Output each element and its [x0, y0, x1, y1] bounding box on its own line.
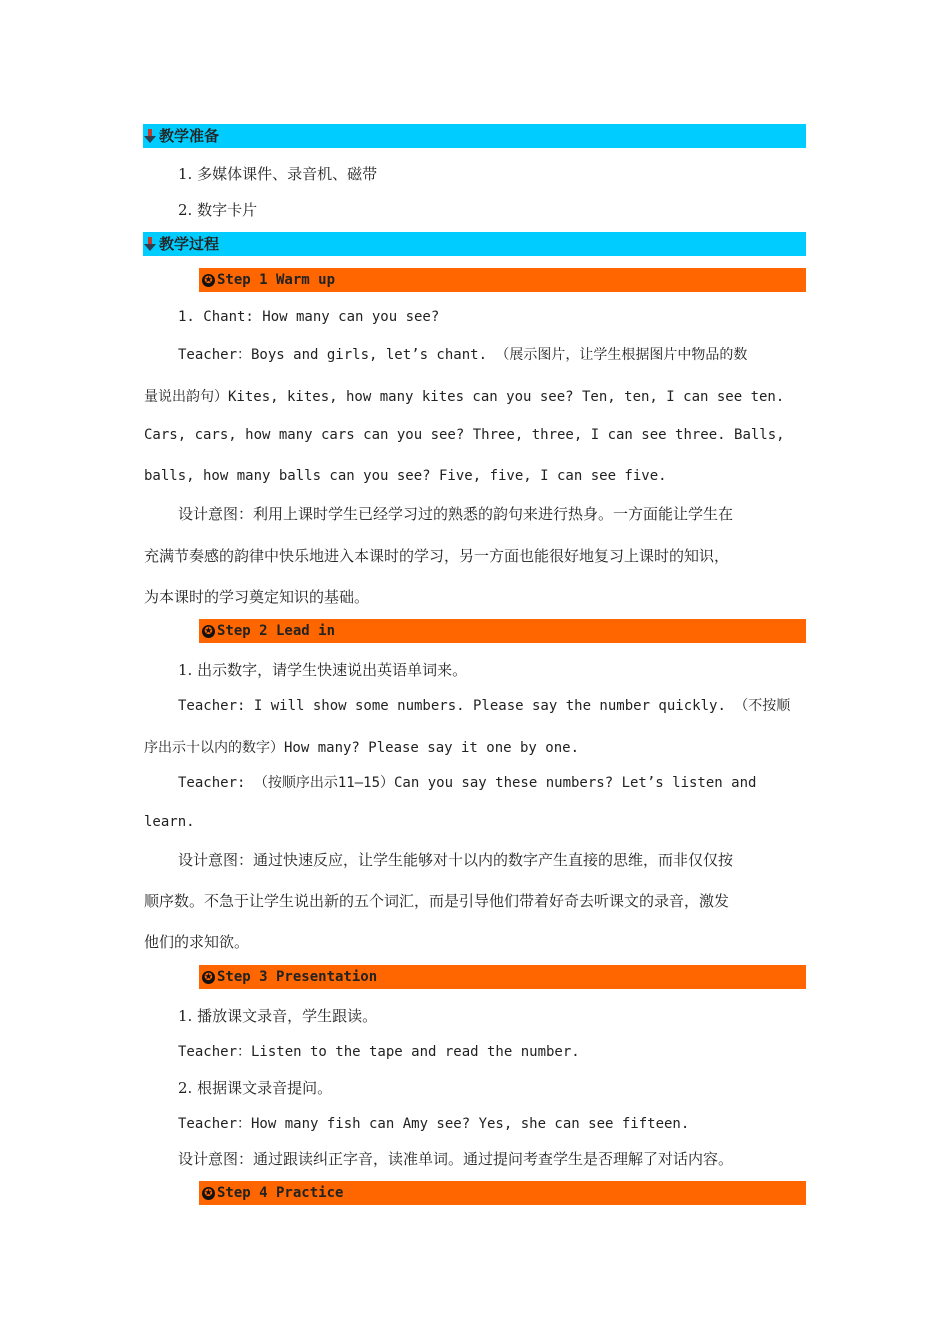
step-title: Step 2 Lead in: [217, 623, 336, 639]
step-title: Step 4 Practice: [217, 1185, 344, 1201]
step3-item: 1. 播放课文录音，学生跟读。: [178, 1007, 378, 1025]
step3-item: 2. 根据课文录音提问。: [178, 1079, 333, 1097]
design-intent: 充满节奏感的韵律中快乐地进入本课时的学习，另一方面也能很好地复习上课时的知识，: [144, 547, 730, 565]
design-intent: 他们的求知欲。: [144, 933, 250, 951]
prep-item: 2. 数字卡片: [178, 201, 258, 219]
step-header-4: [199, 1181, 806, 1205]
star-badge-icon: ✪: [202, 625, 215, 638]
section-title: 教学过程: [159, 235, 220, 253]
teacher-line: Teacher：Listen to the tape and read the number.: [178, 1044, 580, 1060]
section-title: 教学准备: [159, 127, 220, 145]
teacher-line: balls, how many balls can you see? Five, five, I can see five.: [144, 468, 667, 484]
step-header-2: [199, 619, 806, 643]
design-intent: 设计意图：通过快速反应，让学生能够对十以内的数字产生直接的思维，而非仅仅按: [178, 851, 734, 869]
teacher-line: Cars, cars, how many cars can you see? Three, three, I can see three. Balls,: [144, 427, 785, 443]
design-intent: 顺序数。不急于让学生说出新的五个词汇，而是引导他们带着好奇去听课文的录音，激发: [144, 892, 730, 910]
step-header-3: [199, 965, 806, 989]
teacher-line: Teacher: I will show some numbers. Please say the number quickly. （不按顺: [178, 698, 791, 714]
teacher-line: Teacher：Boys and girls, let’s chant. （展示图片，让学生根据图片中物品的数: [178, 347, 748, 363]
step2-item: 1. 出示数字，请学生快速说出英语单词来。: [178, 661, 468, 679]
star-badge-icon: ✪: [202, 1187, 215, 1200]
down-arrow-icon: [144, 129, 156, 143]
design-intent: 为本课时的学习奠定知识的基础。: [144, 588, 370, 606]
section-header-process: [143, 232, 806, 256]
prep-item: 1. 多媒体课件、录音机、磁带: [178, 165, 378, 183]
step1-item: 1. Chant: How many can you see?: [178, 309, 440, 325]
star-badge-icon: ✪: [202, 274, 215, 287]
step-title: Step 3 Presentation: [217, 969, 378, 985]
teacher-line: 序出示十以内的数字）How many? Please say it one by one.: [144, 740, 580, 756]
design-intent: 设计意图：通过跟读纠正字音，读准单词。通过提问考查学生是否理解了对话内容。: [178, 1150, 734, 1168]
section-header-prep: [143, 124, 806, 148]
teacher-line: Teacher: （按顺序出示11—15）Can you say these numbers? Let’s listen and: [178, 775, 757, 791]
teacher-line: 量说出韵句）Kites, kites, how many kites can you see? Ten, ten, I can see ten.: [144, 389, 785, 405]
step-title: Step 1 Warm up: [217, 272, 336, 288]
design-intent: 设计意图：利用上课时学生已经学习过的熟悉的韵句来进行热身。一方面能让学生在: [178, 505, 734, 523]
teacher-line: Teacher：How many fish can Amy see? Yes, she can see fifteen.: [178, 1116, 690, 1132]
star-badge-icon: ✪: [202, 971, 215, 984]
step-header-1: [199, 268, 806, 292]
down-arrow-icon: [144, 237, 156, 251]
teacher-line: learn.: [144, 814, 195, 830]
